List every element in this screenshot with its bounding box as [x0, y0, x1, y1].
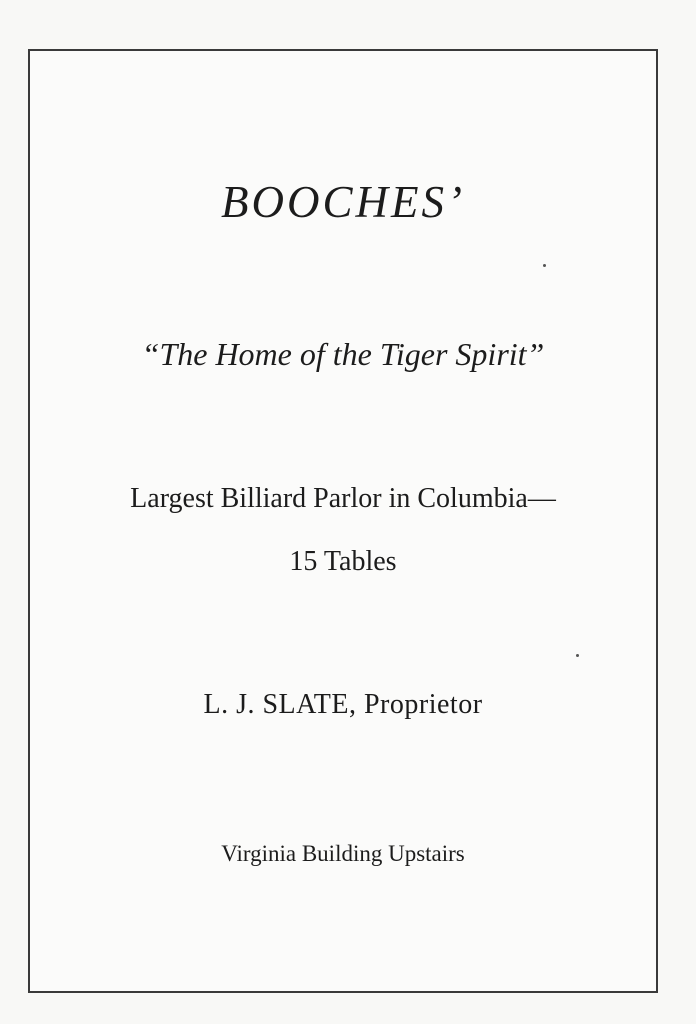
- business-name: BOOCHES’: [221, 177, 465, 227]
- description-line-1: Largest Billiard Parlor in Columbia—: [130, 483, 556, 514]
- print-speck: [576, 654, 579, 657]
- advertisement-border: [28, 49, 658, 993]
- location-line: Virginia Building Upstairs: [221, 841, 465, 866]
- print-speck: [543, 264, 546, 267]
- tagline: “The Home of the Tiger Spirit”: [141, 336, 545, 372]
- proprietor-line: L. J. SLATE, Proprietor: [203, 689, 483, 720]
- description-line-2: 15 Tables: [289, 546, 397, 577]
